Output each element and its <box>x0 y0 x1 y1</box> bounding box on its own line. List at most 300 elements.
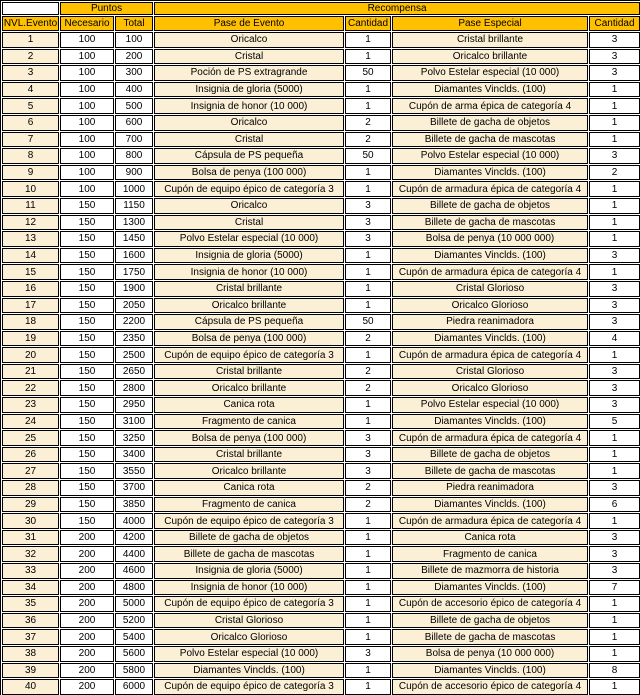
cell-event-pass-item: Insignia de honor (10 000) <box>154 98 344 114</box>
cell-event-pass-qty: 1 <box>345 580 391 596</box>
cell-points-total: 1000 <box>115 181 153 197</box>
cell-special-pass-qty: 3 <box>589 298 640 314</box>
cell-event-pass-qty: 1 <box>345 563 391 579</box>
cell-points-needed: 100 <box>60 65 114 81</box>
cell-points-total: 1750 <box>115 264 153 280</box>
cell-points-needed: 150 <box>60 314 114 330</box>
cell-special-pass-item: Cupón de armadura épica de categoría 4 <box>392 430 588 446</box>
cell-special-pass-qty: 1 <box>589 613 640 629</box>
cell-event-pass-qty: 1 <box>345 49 391 65</box>
cell-points-total: 300 <box>115 65 153 81</box>
cell-points-total: 2350 <box>115 331 153 347</box>
cell-points-needed: 100 <box>60 115 114 131</box>
cell-special-pass-item: Bolsa de penya (10 000 000) <box>392 646 588 662</box>
cell-special-pass-item: Oricalco Glorioso <box>392 298 588 314</box>
cell-points-total: 4400 <box>115 546 153 562</box>
table-row <box>2 65 640 81</box>
cell-event-level: 16 <box>2 281 59 297</box>
cell-special-pass-qty: 3 <box>589 380 640 396</box>
cell-special-pass-qty: 6 <box>589 497 640 513</box>
cell-points-needed: 150 <box>60 380 114 396</box>
cell-event-level: 13 <box>2 231 59 247</box>
cell-special-pass-qty: 3 <box>589 65 640 81</box>
cell-event-pass-qty: 1 <box>345 663 391 679</box>
table-row <box>2 646 640 662</box>
cell-special-pass-qty: 4 <box>589 331 640 347</box>
cell-special-pass-qty: 7 <box>589 580 640 596</box>
cell-points-needed: 200 <box>60 580 114 596</box>
cell-event-pass-item: Billete de gacha de objetos <box>154 530 344 546</box>
cell-points-total: 4000 <box>115 513 153 529</box>
cell-points-total: 600 <box>115 115 153 131</box>
table-row <box>2 463 640 479</box>
cell-special-pass-qty: 3 <box>589 480 640 496</box>
cell-points-total: 900 <box>115 165 153 181</box>
table-row <box>2 513 640 529</box>
cell-event-pass-item: Cristal Glorioso <box>154 613 344 629</box>
table-row <box>2 198 640 214</box>
cell-points-total: 4600 <box>115 563 153 579</box>
cell-points-total: 4800 <box>115 580 153 596</box>
cell-event-level: 21 <box>2 364 59 380</box>
cell-event-level: 20 <box>2 347 59 363</box>
cell-points-total: 5200 <box>115 613 153 629</box>
cell-points-total: 200 <box>115 49 153 65</box>
cell-special-pass-qty: 3 <box>589 397 640 413</box>
cell-special-pass-qty: 5 <box>589 414 640 430</box>
cell-event-level: 35 <box>2 596 59 612</box>
cell-event-pass-item: Fragmento de canica <box>154 414 344 430</box>
cell-event-level: 15 <box>2 264 59 280</box>
cell-points-needed: 100 <box>60 181 114 197</box>
cell-points-needed: 200 <box>60 663 114 679</box>
column-header-total: Total <box>115 16 153 31</box>
cell-event-level: 30 <box>2 513 59 529</box>
cell-points-total: 1600 <box>115 248 153 264</box>
cell-special-pass-qty: 1 <box>589 513 640 529</box>
cell-special-pass-item: Cupón de accesorio épico de categoría 4 <box>392 596 588 612</box>
cell-event-level: 29 <box>2 497 59 513</box>
cell-event-pass-qty: 1 <box>345 82 391 98</box>
cell-points-total: 500 <box>115 98 153 114</box>
cell-points-total: 1450 <box>115 231 153 247</box>
cell-special-pass-item: Cupón de armadura épica de categoría 4 <box>392 264 588 280</box>
cell-points-total: 100 <box>115 32 153 48</box>
cell-special-pass-qty: 3 <box>589 281 640 297</box>
cell-special-pass-qty: 1 <box>589 82 640 98</box>
cell-event-pass-item: Billete de gacha de mascotas <box>154 546 344 562</box>
cell-special-pass-item: Diamantes Vinclds. (100) <box>392 248 588 264</box>
table-row <box>2 215 640 231</box>
cell-special-pass-qty: 1 <box>589 430 640 446</box>
cell-points-needed: 200 <box>60 613 114 629</box>
cell-special-pass-item: Diamantes Vinclds. (100) <box>392 82 588 98</box>
cell-event-pass-item: Cápsula de PS pequeña <box>154 314 344 330</box>
cell-special-pass-qty: 1 <box>589 98 640 114</box>
cell-event-pass-qty: 1 <box>345 613 391 629</box>
table-row <box>2 596 640 612</box>
table-row <box>2 298 640 314</box>
column-header-row <box>2 16 640 31</box>
cell-event-level: 34 <box>2 580 59 596</box>
cell-points-needed: 150 <box>60 347 114 363</box>
cell-points-total: 5000 <box>115 596 153 612</box>
cell-points-total: 3550 <box>115 463 153 479</box>
cell-points-total: 5800 <box>115 663 153 679</box>
table-row <box>2 181 640 197</box>
cell-special-pass-item: Bolsa de penya (10 000 000) <box>392 231 588 247</box>
cell-event-pass-qty: 1 <box>345 414 391 430</box>
cell-event-pass-item: Insignia de honor (10 000) <box>154 580 344 596</box>
cell-points-needed: 100 <box>60 32 114 48</box>
cell-event-pass-qty: 3 <box>345 215 391 231</box>
cell-points-needed: 150 <box>60 447 114 463</box>
cell-event-pass-qty: 2 <box>345 480 391 496</box>
cell-points-needed: 150 <box>60 298 114 314</box>
cell-points-needed: 150 <box>60 264 114 280</box>
cell-special-pass-qty: 3 <box>589 364 640 380</box>
cell-event-pass-qty: 2 <box>345 497 391 513</box>
cell-special-pass-item: Cristal brillante <box>392 32 588 48</box>
cell-special-pass-qty: 3 <box>589 148 640 164</box>
cell-special-pass-item: Billete de gacha de objetos <box>392 115 588 131</box>
cell-event-pass-item: Insignia de honor (10 000) <box>154 264 344 280</box>
cell-event-pass-item: Polvo Estelar especial (10 000) <box>154 231 344 247</box>
cell-points-total: 400 <box>115 82 153 98</box>
table-header <box>2 2 640 31</box>
cell-event-pass-qty: 3 <box>345 646 391 662</box>
table-row <box>2 663 640 679</box>
cell-event-pass-qty: 1 <box>345 165 391 181</box>
cell-special-pass-item: Billete de gacha de objetos <box>392 613 588 629</box>
table-row <box>2 32 640 48</box>
cell-points-needed: 200 <box>60 679 114 695</box>
table-row <box>2 148 640 164</box>
table-body <box>2 32 640 695</box>
cell-event-pass-qty: 3 <box>345 231 391 247</box>
table-row <box>2 248 640 264</box>
cell-event-pass-qty: 1 <box>345 181 391 197</box>
cell-points-total: 4200 <box>115 530 153 546</box>
cell-event-level: 8 <box>2 148 59 164</box>
cell-special-pass-qty: 2 <box>589 165 640 181</box>
cell-event-pass-item: Cupón de equipo épico de categoría 3 <box>154 679 344 695</box>
cell-event-pass-item: Cápsula de PS pequeña <box>154 148 344 164</box>
cell-special-pass-item: Diamantes Vinclds. (100) <box>392 331 588 347</box>
cell-points-needed: 150 <box>60 513 114 529</box>
puntos-group-header: Puntos <box>60 2 153 15</box>
cell-special-pass-item: Piedra reanimadora <box>392 480 588 496</box>
cell-event-pass-qty: 50 <box>345 314 391 330</box>
table-row <box>2 629 640 645</box>
cell-event-pass-item: Bolsa de penya (100 000) <box>154 165 344 181</box>
cell-event-level: 26 <box>2 447 59 463</box>
cell-event-level: 33 <box>2 563 59 579</box>
cell-special-pass-item: Cupón de arma épica de categoría 4 <box>392 98 588 114</box>
cell-points-needed: 100 <box>60 98 114 114</box>
cell-event-level: 39 <box>2 663 59 679</box>
cell-points-needed: 200 <box>60 596 114 612</box>
cell-special-pass-qty: 3 <box>589 49 640 65</box>
cell-special-pass-item: Diamantes Vinclds. (100) <box>392 580 588 596</box>
cell-points-total: 3250 <box>115 430 153 446</box>
cell-points-total: 5400 <box>115 629 153 645</box>
cell-special-pass-qty: 3 <box>589 546 640 562</box>
cell-special-pass-item: Piedra reanimadora <box>392 314 588 330</box>
cell-event-pass-qty: 3 <box>345 198 391 214</box>
column-header-nvl-evento: NVL.Evento <box>3 18 58 29</box>
table-row <box>2 82 640 98</box>
cell-event-pass-qty: 1 <box>345 32 391 48</box>
cell-special-pass-qty: 1 <box>589 463 640 479</box>
cell-points-needed: 200 <box>60 530 114 546</box>
column-header-pase-especial: Pase Especial <box>392 16 588 31</box>
cell-points-needed: 150 <box>60 463 114 479</box>
cell-points-needed: 100 <box>60 49 114 65</box>
table-row <box>2 165 640 181</box>
cell-event-pass-item: Fragmento de canica <box>154 497 344 513</box>
table-row <box>2 546 640 562</box>
cell-points-total: 3850 <box>115 497 153 513</box>
cell-special-pass-qty: 1 <box>589 115 640 131</box>
cell-points-needed: 150 <box>60 414 114 430</box>
table-row <box>2 447 640 463</box>
cell-event-level: 19 <box>2 331 59 347</box>
cell-event-pass-item: Cristal <box>154 132 344 148</box>
cell-points-total: 2650 <box>115 364 153 380</box>
cell-event-pass-item: Bolsa de penya (100 000) <box>154 331 344 347</box>
cell-event-pass-item: Cupón de equipo épico de categoría 3 <box>154 513 344 529</box>
cell-event-level: 31 <box>2 530 59 546</box>
cell-special-pass-item: Diamantes Vinclds. (100) <box>392 497 588 513</box>
column-header-cantidad-especial: Cantidad <box>589 16 640 31</box>
cell-points-needed: 200 <box>60 563 114 579</box>
cell-points-total: 6000 <box>115 679 153 695</box>
cell-event-pass-qty: 1 <box>345 264 391 280</box>
cell-event-pass-qty: 50 <box>345 148 391 164</box>
cell-event-level: 18 <box>2 314 59 330</box>
table-row <box>2 264 640 280</box>
cell-points-total: 2200 <box>115 314 153 330</box>
cell-event-level: 32 <box>2 546 59 562</box>
cell-event-pass-item: Canica rota <box>154 480 344 496</box>
cell-special-pass-item: Billete de gacha de objetos <box>392 198 588 214</box>
cell-special-pass-item: Billete de mazmorra de historia <box>392 563 588 579</box>
cell-event-pass-qty: 50 <box>345 65 391 81</box>
cell-points-needed: 150 <box>60 397 114 413</box>
cell-event-pass-item: Polvo Estelar especial (10 000) <box>154 646 344 662</box>
cell-points-total: 3700 <box>115 480 153 496</box>
cell-special-pass-item: Billete de gacha de mascotas <box>392 463 588 479</box>
cell-event-pass-qty: 3 <box>345 447 391 463</box>
cell-event-pass-item: Cristal brillante <box>154 281 344 297</box>
group-header-row <box>2 2 640 15</box>
cell-event-pass-qty: 1 <box>345 629 391 645</box>
cell-event-pass-qty: 2 <box>345 132 391 148</box>
cell-special-pass-item: Cupón de armadura épica de categoría 4 <box>392 513 588 529</box>
cell-event-level: 4 <box>2 82 59 98</box>
cell-points-needed: 100 <box>60 82 114 98</box>
cell-points-needed: 200 <box>60 629 114 645</box>
cell-event-pass-qty: 1 <box>345 679 391 695</box>
cell-special-pass-item: Fragmento de canica <box>392 546 588 562</box>
cell-special-pass-qty: 1 <box>589 679 640 695</box>
cell-points-total: 1900 <box>115 281 153 297</box>
cell-special-pass-qty: 1 <box>589 629 640 645</box>
cell-event-pass-item: Oricalco Glorioso <box>154 629 344 645</box>
cell-event-level: 9 <box>2 165 59 181</box>
cell-special-pass-item: Billete de gacha de objetos <box>392 447 588 463</box>
cell-special-pass-qty: 3 <box>589 248 640 264</box>
cell-event-level: 28 <box>2 480 59 496</box>
cell-points-total: 2500 <box>115 347 153 363</box>
cell-event-pass-item: Oricalco <box>154 198 344 214</box>
cell-special-pass-item: Canica rota <box>392 530 588 546</box>
corner-cell <box>2 2 59 15</box>
table-row <box>2 613 640 629</box>
cell-points-total: 2800 <box>115 380 153 396</box>
table-row <box>2 497 640 513</box>
cell-points-needed: 100 <box>60 165 114 181</box>
cell-points-needed: 150 <box>60 248 114 264</box>
table-row <box>2 364 640 380</box>
cell-event-pass-qty: 1 <box>345 397 391 413</box>
cell-special-pass-qty: 3 <box>589 32 640 48</box>
cell-special-pass-item: Cupón de armadura épica de categoría 4 <box>392 181 588 197</box>
table-row <box>2 430 640 446</box>
cell-special-pass-qty: 3 <box>589 530 640 546</box>
cell-event-pass-item: Oricalco brillante <box>154 298 344 314</box>
cell-event-level: 6 <box>2 115 59 131</box>
cell-event-pass-item: Oricalco <box>154 115 344 131</box>
cell-event-pass-qty: 3 <box>345 463 391 479</box>
cell-special-pass-qty: 1 <box>589 596 640 612</box>
cell-points-total: 1150 <box>115 198 153 214</box>
cell-event-pass-item: Insignia de gloria (5000) <box>154 82 344 98</box>
cell-special-pass-item: Polvo Estelar especial (10 000) <box>392 397 588 413</box>
cell-special-pass-qty: 3 <box>589 314 640 330</box>
cell-event-pass-item: Diamantes Vinclds. (100) <box>154 663 344 679</box>
table-row <box>2 132 640 148</box>
cell-event-pass-item: Cristal brillante <box>154 447 344 463</box>
cell-special-pass-item: Billete de gacha de mascotas <box>392 132 588 148</box>
cell-event-pass-item: Insignia de gloria (5000) <box>154 563 344 579</box>
table-row <box>2 231 640 247</box>
cell-event-pass-item: Cupón de equipo épico de categoría 3 <box>154 596 344 612</box>
cell-points-total: 800 <box>115 148 153 164</box>
cell-special-pass-item: Cristal Glorioso <box>392 364 588 380</box>
cell-special-pass-item: Billete de gacha de mascotas <box>392 629 588 645</box>
cell-event-pass-qty: 1 <box>345 248 391 264</box>
cell-special-pass-item: Cupón de accesorio épico de categoría 4 <box>392 679 588 695</box>
cell-event-pass-qty: 2 <box>345 364 391 380</box>
cell-event-pass-item: Poción de PS extragrande <box>154 65 344 81</box>
cell-event-pass-qty: 2 <box>345 331 391 347</box>
cell-event-level: 24 <box>2 414 59 430</box>
cell-event-pass-qty: 1 <box>345 530 391 546</box>
table-row <box>2 397 640 413</box>
column-header-pase-de-evento: Pase de Evento <box>154 16 344 31</box>
cell-event-pass-qty: 2 <box>345 115 391 131</box>
cell-special-pass-item: Cristal Glorioso <box>392 281 588 297</box>
cell-event-level: 2 <box>2 49 59 65</box>
column-header-necesario: Necesario <box>60 16 114 31</box>
cell-event-pass-qty: 1 <box>345 596 391 612</box>
cell-event-pass-item: Bolsa de penya (100 000) <box>154 430 344 446</box>
cell-event-pass-qty: 1 <box>345 347 391 363</box>
cell-special-pass-qty: 1 <box>589 198 640 214</box>
cell-event-pass-item: Cristal <box>154 49 344 65</box>
table-row <box>2 314 640 330</box>
cell-points-total: 1300 <box>115 215 153 231</box>
cell-special-pass-qty: 3 <box>589 563 640 579</box>
table-row <box>2 380 640 396</box>
cell-event-level: 1 <box>2 32 59 48</box>
cell-points-needed: 150 <box>60 281 114 297</box>
cell-special-pass-item: Diamantes Vinclds. (100) <box>392 414 588 430</box>
table-row <box>2 679 640 695</box>
table-row <box>2 49 640 65</box>
cell-event-level: 40 <box>2 679 59 695</box>
cell-special-pass-qty: 1 <box>589 447 640 463</box>
cell-event-level: 37 <box>2 629 59 645</box>
cell-points-needed: 150 <box>60 198 114 214</box>
table-row <box>2 98 640 114</box>
cell-special-pass-item: Oricalco Glorioso <box>392 380 588 396</box>
cell-event-pass-item: Cristal <box>154 215 344 231</box>
cell-special-pass-qty: 1 <box>589 646 640 662</box>
table-row <box>2 331 640 347</box>
table-row <box>2 115 640 131</box>
cell-points-needed: 150 <box>60 231 114 247</box>
cell-event-level: 14 <box>2 248 59 264</box>
cell-special-pass-item: Oricalco brillante <box>392 49 588 65</box>
cell-event-pass-item: Oricalco brillante <box>154 463 344 479</box>
cell-event-pass-qty: 1 <box>345 546 391 562</box>
table-row <box>2 281 640 297</box>
cell-points-needed: 150 <box>60 331 114 347</box>
cell-event-level: 11 <box>2 198 59 214</box>
table-row <box>2 580 640 596</box>
cell-special-pass-qty: 1 <box>589 215 640 231</box>
cell-points-needed: 200 <box>60 646 114 662</box>
column-header-cantidad-evento: Cantidad <box>345 16 391 31</box>
cell-points-total: 2050 <box>115 298 153 314</box>
cell-special-pass-qty: 1 <box>589 231 640 247</box>
cell-special-pass-item: Diamantes Vinclds. (100) <box>392 165 588 181</box>
cell-event-level: 23 <box>2 397 59 413</box>
cell-event-level: 27 <box>2 463 59 479</box>
cell-event-pass-item: Insignia de gloria (5000) <box>154 248 344 264</box>
cell-special-pass-qty: 1 <box>589 264 640 280</box>
table-row <box>2 480 640 496</box>
cell-points-total: 5600 <box>115 646 153 662</box>
cell-event-level: 3 <box>2 65 59 81</box>
cell-special-pass-item: Diamantes Vinclds. (100) <box>392 663 588 679</box>
cell-special-pass-qty: 1 <box>589 132 640 148</box>
cell-event-pass-qty: 2 <box>345 380 391 396</box>
cell-event-level: 17 <box>2 298 59 314</box>
cell-event-pass-qty: 1 <box>345 281 391 297</box>
cell-points-needed: 150 <box>60 497 114 513</box>
cell-special-pass-qty: 1 <box>589 347 640 363</box>
cell-special-pass-item: Polvo Estelar especial (10 000) <box>392 148 588 164</box>
cell-points-needed: 100 <box>60 148 114 164</box>
cell-event-pass-item: Cupón de equipo épico de categoría 3 <box>154 347 344 363</box>
cell-points-total: 700 <box>115 132 153 148</box>
cell-event-pass-item: Cristal brillante <box>154 364 344 380</box>
cell-points-needed: 200 <box>60 546 114 562</box>
